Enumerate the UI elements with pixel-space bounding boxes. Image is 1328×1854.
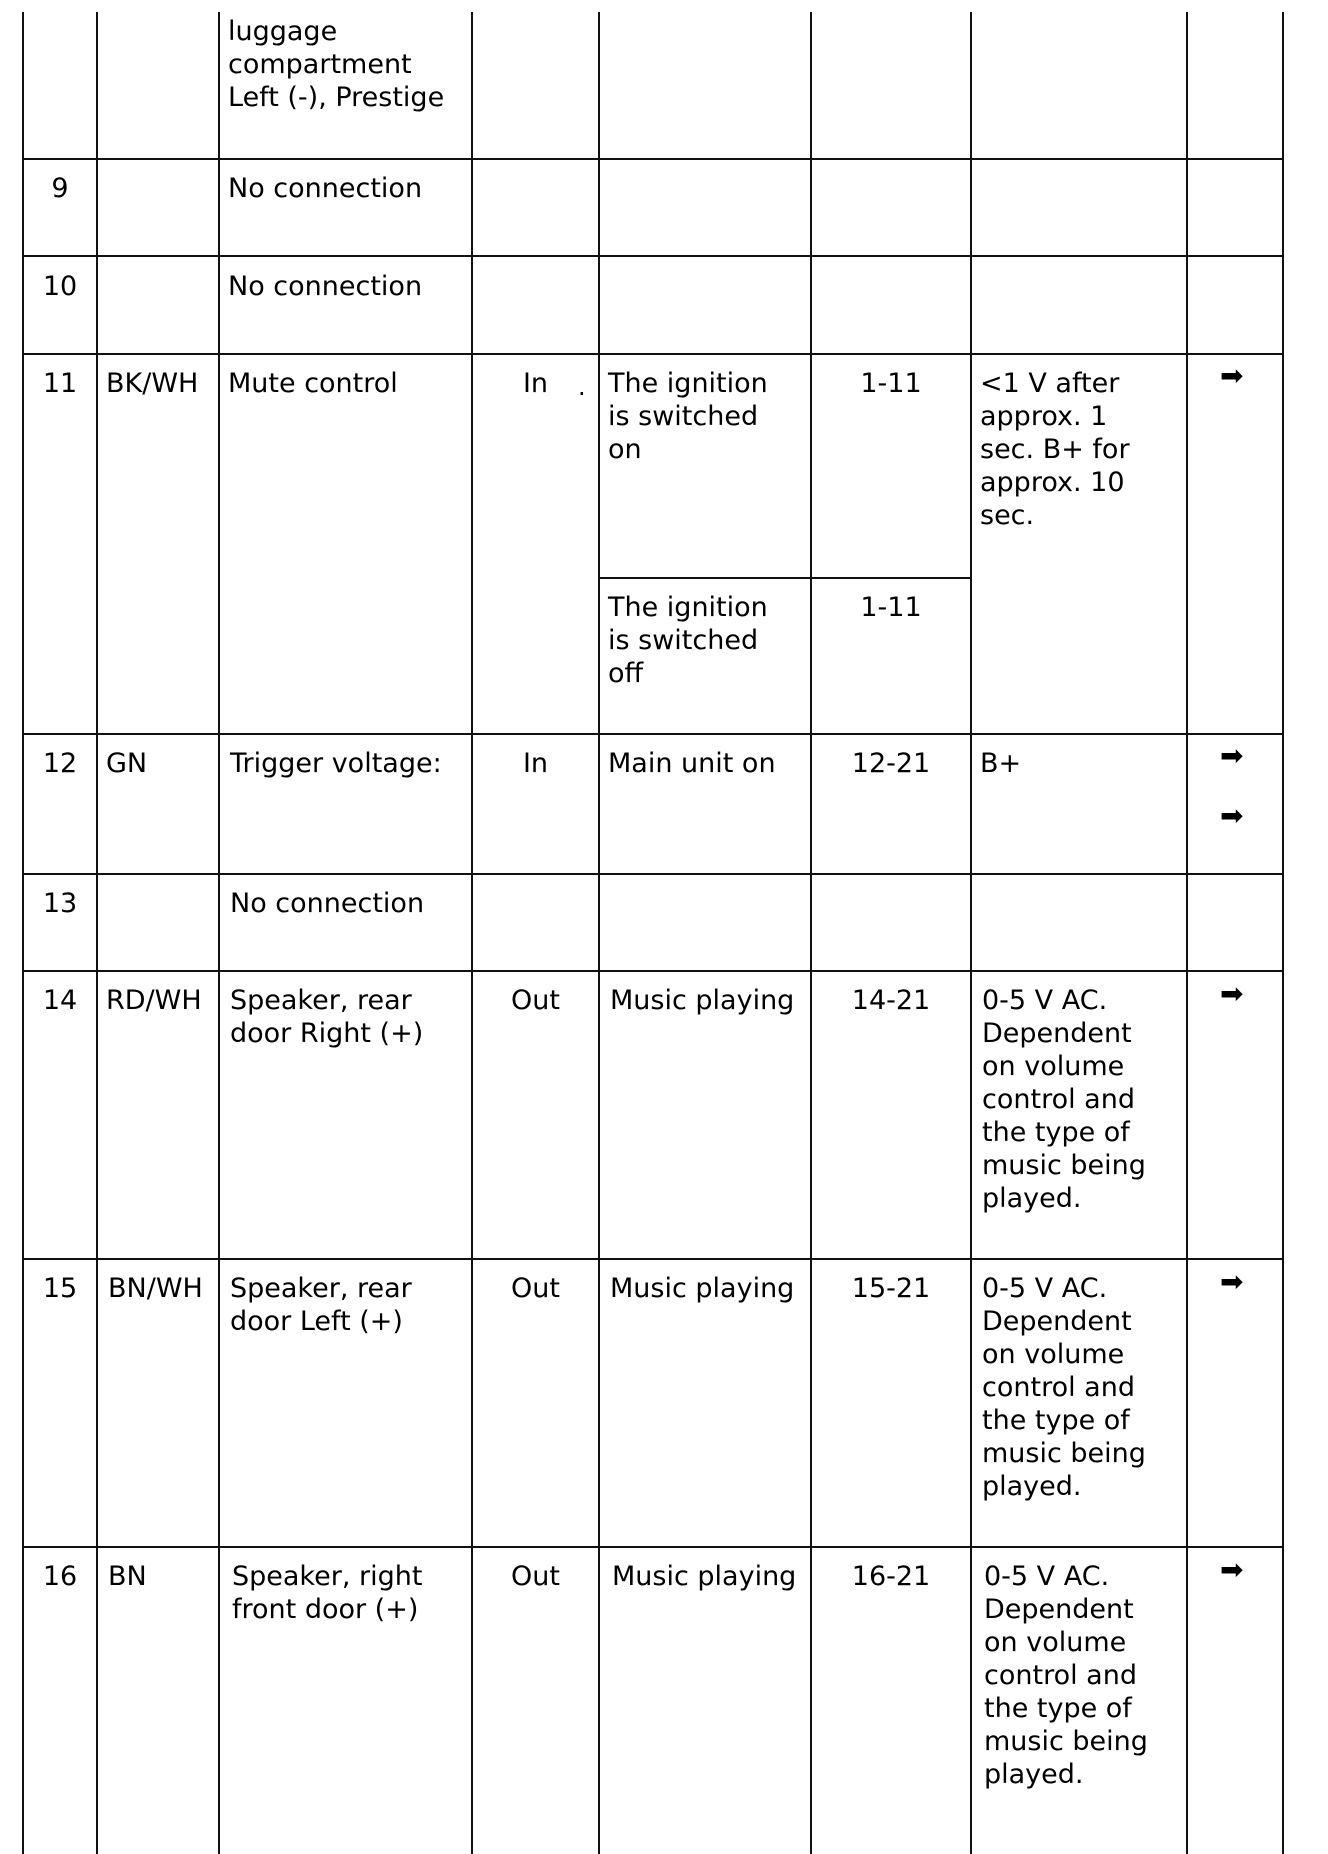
arrow-right-icon[interactable]: ➡ xyxy=(1220,977,1244,1010)
grid-line xyxy=(96,12,98,1854)
arrow-right-icon[interactable]: ➡ xyxy=(1220,799,1244,832)
direction-cell: Out xyxy=(511,985,560,1016)
pin-cell: 15 xyxy=(42,1273,78,1304)
grid-line xyxy=(22,970,1284,972)
direction-cell: Out xyxy=(511,1561,560,1592)
direction-cell: Out xyxy=(511,1273,560,1304)
grid-line xyxy=(22,1546,1284,1548)
condition-cell: The ignition is switched on xyxy=(608,368,768,465)
terminals-cell: 15-21 xyxy=(851,1273,931,1304)
description-cell: luggage compartment Left (-), Prestige xyxy=(228,16,445,113)
condition-cell: Main unit on xyxy=(608,748,776,779)
grid-line xyxy=(22,353,1284,355)
wire-color-cell: BK/WH xyxy=(106,368,199,399)
pin-cell: 10 xyxy=(42,271,78,302)
pin-cell: 12 xyxy=(42,748,78,779)
description-cell: Speaker, rear door Left (+) xyxy=(230,1273,412,1337)
value-cell: 0-5 V AC. Dependent on volume control and the type of music being played. xyxy=(984,1561,1148,1790)
description-cell: Speaker, right front door (+) xyxy=(232,1561,423,1625)
grid-line xyxy=(598,12,600,1854)
description-cell: No connection xyxy=(230,888,425,919)
grid-line xyxy=(22,158,1284,160)
description-cell: Speaker, rear door Right (+) xyxy=(230,985,424,1049)
arrow-right-icon[interactable]: ➡ xyxy=(1220,1265,1244,1298)
pin-cell: 14 xyxy=(42,985,78,1016)
description-cell: Trigger voltage: xyxy=(230,748,442,779)
stray-dot: . xyxy=(578,373,586,401)
value-cell: <1 V after approx. 1 sec. B+ for approx. 10 sec. xyxy=(980,368,1130,531)
condition-cell: Music playing xyxy=(610,1273,795,1304)
condition-cell: The ignition is switched off xyxy=(608,592,768,689)
terminals-cell: 14-21 xyxy=(851,985,931,1016)
grid-line xyxy=(22,733,1284,735)
grid-line xyxy=(1282,12,1284,1854)
grid-line xyxy=(1186,12,1188,1854)
grid-line xyxy=(22,1258,1284,1260)
terminals-cell: 1-11 xyxy=(860,592,922,623)
pin-cell: 16 xyxy=(42,1561,78,1592)
value-cell: 0-5 V AC. Dependent on volume control and the type of music being played. xyxy=(982,1273,1146,1502)
condition-cell: Music playing xyxy=(612,1561,797,1592)
wire-color-cell: BN xyxy=(108,1561,147,1592)
direction-cell: In xyxy=(522,748,549,779)
pin-cell: 9 xyxy=(51,173,69,204)
description-cell: No connection xyxy=(228,173,423,204)
description-cell: No connection xyxy=(228,271,423,302)
pin-cell: 13 xyxy=(42,888,78,919)
grid-line xyxy=(598,577,972,579)
value-cell: 0-5 V AC. Dependent on volume control and the type of music being played. xyxy=(982,985,1146,1214)
grid-line xyxy=(22,255,1284,257)
direction-cell: In xyxy=(522,368,549,399)
terminals-cell: 16-21 xyxy=(851,1561,931,1592)
pin-cell: 11 xyxy=(42,368,78,399)
arrow-right-icon[interactable]: ➡ xyxy=(1220,1553,1244,1586)
value-cell: B+ xyxy=(980,748,1022,779)
terminals-cell: 12-21 xyxy=(851,748,931,779)
wire-color-cell: BN/WH xyxy=(108,1273,203,1304)
grid-line xyxy=(970,12,972,1854)
wire-color-cell: GN xyxy=(106,748,148,779)
grid-line xyxy=(22,873,1284,875)
arrow-right-icon[interactable]: ➡ xyxy=(1220,359,1244,392)
condition-cell: Music playing xyxy=(610,985,795,1016)
description-cell: Mute control xyxy=(228,368,398,399)
wire-color-cell: RD/WH xyxy=(106,985,202,1016)
arrow-right-icon[interactable]: ➡ xyxy=(1220,739,1244,772)
terminals-cell: 1-11 xyxy=(860,368,922,399)
